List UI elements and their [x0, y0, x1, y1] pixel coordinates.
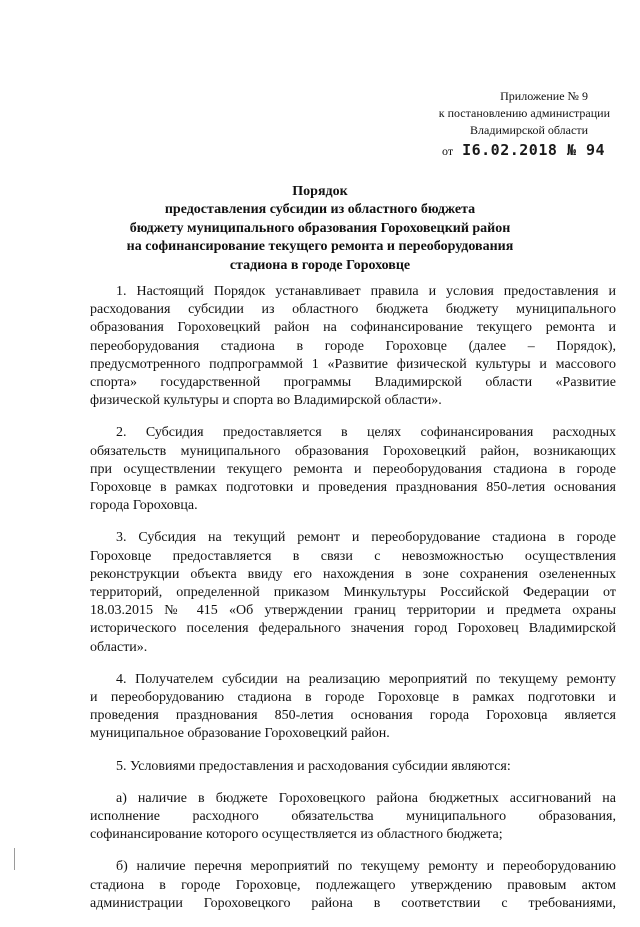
- paragraph-line: 1. Настоящий Порядок устанавливает правила и условия предоставления и: [116, 284, 616, 299]
- paragraph-line: Гороховце в рамках подготовки и проведения празднования 850-летия основания: [90, 480, 616, 496]
- paragraph-2: [90, 424, 616, 515]
- paragraph-line: города Гороховца.: [90, 498, 198, 514]
- paragraph-line: исполнение расходного обязательства муниципального образования,: [90, 809, 616, 825]
- paragraph-line: расходования субсидии из областного бюджета бюджету муниципального: [90, 302, 616, 318]
- paragraph-line: переоборудования стадиона в городе Гороховце (далее – Порядок),: [90, 338, 616, 354]
- paragraph-line: образования Гороховецкий район на софинансирование текущего ремонта и: [90, 320, 616, 336]
- document-heading: [80, 183, 560, 275]
- paragraph-line: софинансирование которого осуществляется из областного бюджета;: [90, 827, 503, 843]
- paragraph-line: 2. Субсидия предоставляется в целях софинансирования расходных: [116, 425, 616, 441]
- paragraph-line: при осуществлении текущего ремонта и переоборудования стадиона в городе: [90, 461, 616, 477]
- paragraph-line: и переоборудованию стадиона в городе Гороховце в рамках подготовки и: [90, 690, 616, 706]
- paragraph-line: территорий, определенной приказом Минкультуры Российской Федерации от: [90, 585, 616, 601]
- heading-line: на софинансирование текущего ремонта и переоборудования: [126, 239, 514, 255]
- paragraph-line: 5. Условиями предоставления и расходования субсидии являются:: [116, 758, 511, 774]
- paragraph-line: физической культуры и спорта во Владимирской области».: [90, 393, 442, 409]
- date-prefix: от: [442, 144, 454, 158]
- paragraph-line: спорта» государственной программы Владимирской области «Развитие: [90, 375, 616, 391]
- paragraph-line: проведения празднования 850-летия основания города Гороховца является: [90, 708, 616, 724]
- heading-line: предоставления субсидии из областного бюджета: [164, 202, 476, 218]
- appendix-resolution-line: к постановлению администрации: [438, 106, 610, 120]
- appendix-block: [400, 88, 610, 139]
- heading-line: бюджету муниципального образования Гороховецкий район: [129, 220, 511, 236]
- paragraph-line: области».: [90, 639, 148, 655]
- paragraph-line: а) наличие в бюджете Гороховецкого района бюджетных ассигнований на: [116, 790, 616, 806]
- paragraph-line: администрации Гороховецкого района в соответствии с требованиями,: [90, 895, 616, 911]
- paragraph-5: [90, 758, 616, 776]
- paragraph-line: обязательств муниципального образования Гороховецкий район, возникающих: [90, 443, 616, 459]
- paragraph-1: [90, 283, 616, 410]
- paragraph-line: 4. Получателем субсидии на реализацию мероприятий по текущему ремонту: [116, 671, 616, 687]
- appendix-region-line: Владимирской области: [470, 123, 588, 137]
- paragraph-4: [90, 671, 616, 744]
- paragraph-line: 3. Субсидия на текущий ремонт и переоборудование стадиона в городе: [116, 530, 616, 546]
- paragraph-line: Гороховце предоставляется в связи с невозможностью осуществления: [90, 548, 616, 564]
- paragraph-line: б) наличие перечня мероприятий по текущему ремонту и переоборудованию: [116, 859, 616, 875]
- appendix-date-line: [442, 141, 605, 159]
- paragraph-6: [90, 790, 616, 845]
- heading-line: стадиона в городе Гороховце: [229, 257, 411, 273]
- heading-line: Порядок: [292, 184, 348, 199]
- scan-margin-mark: [14, 848, 15, 870]
- handwritten-date-number: I6.02.2018 № 94: [462, 141, 606, 159]
- paragraph-line: реконструкции объекта ввиду его нахождения в зоне сохранения озелененных: [90, 566, 616, 582]
- paragraph-3: [90, 529, 616, 656]
- appendix-title: Приложение № 9: [500, 89, 588, 103]
- paragraph-line: муниципальное образование Гороховецкий район.: [90, 726, 390, 742]
- document-body: [90, 283, 616, 927]
- paragraph-line: исторического поселения федерального значения город Гороховец Владимирской: [90, 621, 616, 637]
- paragraph-line: стадиона в городе Гороховце, подлежащего утверждению правовым актом: [90, 877, 616, 893]
- paragraph-line: предусмотренного подпрограммой 1 «Развитие физической культуры и массового: [90, 356, 616, 372]
- paragraph-line: 18.03.2015 № 415 «Об утверждении границ территории и предмета охраны: [90, 603, 616, 619]
